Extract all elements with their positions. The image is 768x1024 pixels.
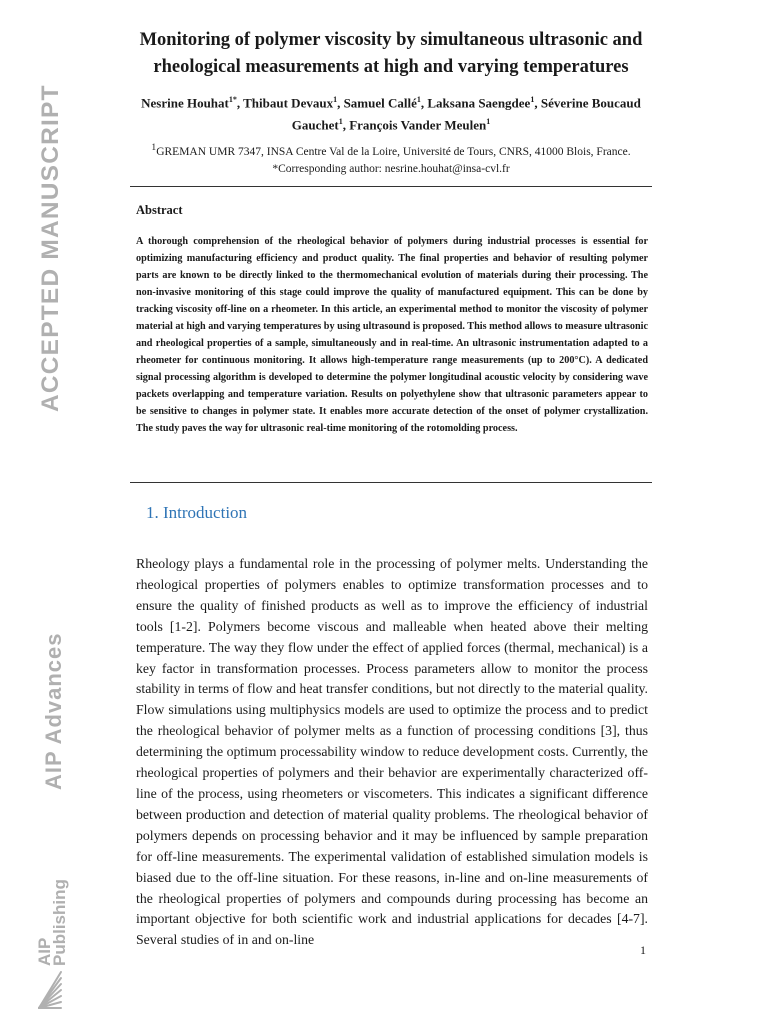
affiliation-block	[130, 139, 652, 178]
header-divider	[130, 186, 652, 187]
author-list: Nesrine Houhat$^{1*}$, Thibaut Devaux$^1$, Samuel Callé$^1$, Laksana Saengdee$^1$, Séverine Boucaud Gauchet$^1$, François Vander Meulen$^1$	[141, 95, 641, 133]
introduction-body: Rheology plays a fundamental role in the processing of polymer melts. Understanding the rheological properties of polymers enables to optimize transformation processes and to ensure the quality of finished products as well as to improve the efficiency of industrial tools [1-2]. Polymers become viscous and malleable when heated above their melting temperature. The way they flow under the effect of applied forces (thermal, mechanical) is a key factor in transformation processes. Process parameters allow to monitor the process stability in terms of flow and heat transfer conditions, but not directly to the material quality. Flow simulations using multiphysics models are used to optimize the process and to predict the rheological behavior of polymer melts as a function of processing conditions [3], thus determining the optimum processability window to reduce development costs. Currently, the rheological properties of polymers and their behavior are experimentally characterized off-line of the process, using rheometers or viscometers. This indicates a significant difference between production and detection of material quality problems. The rheological behavior of polymers depends on processing behavior and it may be influenced by sample preparation for off-line measurements. The experimental validation of established simulation models is biased due to the off-line situation. For these reasons, in-line and on-line measurements of the rheological properties of polymers and compounds during processing has become an important objective for both scientific work and industrial applications for decades [4-7]. Several studies of in and on-line	[136, 556, 648, 948]
author-name: Laksana Saengdee	[427, 95, 531, 111]
author-affiliation-marker: 1	[530, 95, 535, 104]
page-number: 1	[640, 943, 646, 957]
author-name: Séverine Boucaud Gauchet	[291, 95, 641, 133]
section-heading-introduction: 1. Introduction	[146, 503, 248, 522]
abstract-heading: Abstract	[136, 203, 183, 217]
author-name: François Vander Meulen	[349, 117, 487, 133]
author-name: Samuel Callé	[343, 95, 417, 111]
paper-title: Monitoring of polymer viscosity by simultaneous ultrasonic and rheological measurements at high and varying temperatures	[139, 30, 643, 77]
author-affiliation-marker: 1	[333, 95, 338, 104]
journal-name-label: AIP Advances	[41, 632, 66, 790]
author-affiliation-marker: 1	[338, 116, 343, 126]
accepted-manuscript-watermark: ACCEPTED MANUSCRIPT	[37, 84, 64, 412]
affiliation-line	[151, 142, 631, 158]
abstract-body: A thorough comprehension of the rheological behavior of polymers during industrial processes is essential for optimizing manufacturing efficiency and product quality. The final properties and behavior of resulting polymer parts are known to be directly linked to the thermomechanical evolution of materials during their processing. The non-invasive monitoring of this stage could improve the quality of manufactured equipment. This can be done by tracking viscosity off-line on a rheometer. In this article, an experimental method to monitor the viscosity of polymer material at high and varying temperatures by using ultrasound is proposed. This method allows to measure ultrasonic and rheological properties of a sample, simultaneously and in real-time. An ultrasonic instrumentation adapted to a rheometer for continuous monitoring. It allows high-temperature range measurements (up to 200°C). A dedicated signal processing algorithm is developed to determine the polymer longitudinal acoustic velocity by considering wave packets overlapping and temperature variation. Results on polyethylene show that ultrasonic parameters appear to be sensitive to changes in polymer state. It enables more accurate detection of the onset of polymer crystallization. The study paves the way for ultrasonic real-time monitoring of the rotomolding process.	[136, 236, 648, 434]
publisher-label-line1: AIP	[35, 937, 54, 966]
author-name: Thibaut Devaux	[243, 95, 334, 111]
affiliation-text: GREMAN UMR 7347, INSA Centre Val de la Loire, Université de Tours, CNRS, 41000 Blois, France.	[156, 145, 631, 158]
author-affiliation-marker: 1*	[228, 95, 237, 104]
author-affiliation-marker: 1	[416, 95, 421, 104]
corresponding-author: *Corresponding author: nesrine.houhat@insa-cvl.fr	[272, 162, 510, 175]
author-name: Nesrine Houhat	[141, 95, 229, 111]
abstract-divider	[130, 482, 652, 483]
publisher-label-line2: Publishing	[50, 879, 69, 966]
author-affiliation-marker: 1	[486, 116, 491, 126]
affiliation-marker: 1	[151, 142, 157, 153]
